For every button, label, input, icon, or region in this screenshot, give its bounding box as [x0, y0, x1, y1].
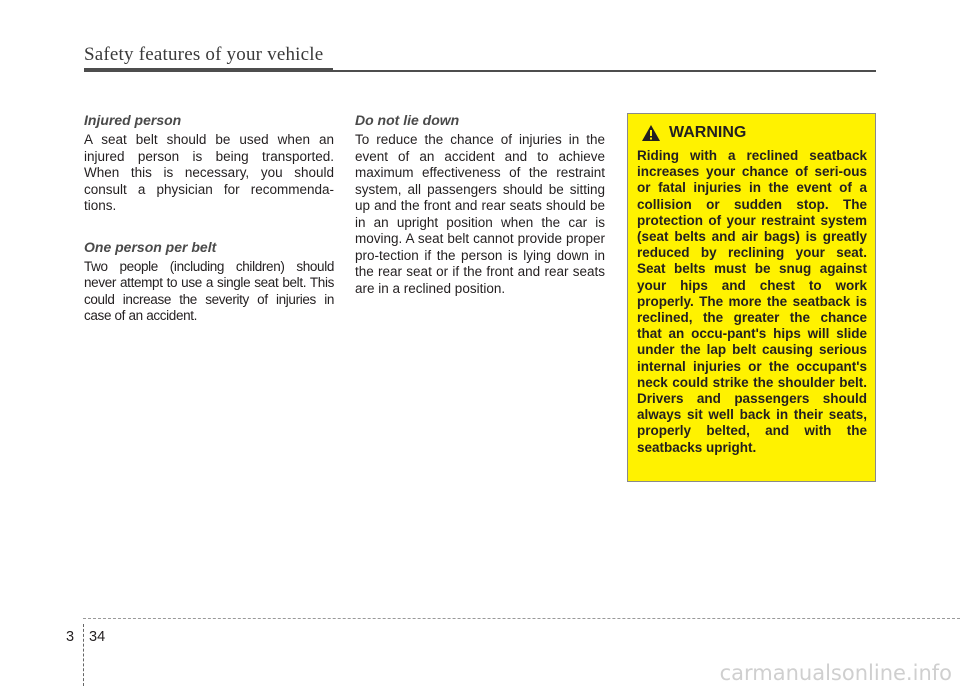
section-heading-one-person-per-belt: One person per belt	[84, 238, 217, 255]
section-body-do-not-lie-down: To reduce the chance of injuries in the event of an accident and to achieve maximum effectiveness of the restraint system, all passengers should be sitting up and the front and rear seats should be in an upright position when the car is moving. A seat belt cannot provide proper pro-tection if the person is lying down in the rear seat or if the front and rear seats are in a reclined position.	[355, 132, 605, 296]
section-heading-injured-person: Injured person	[84, 112, 182, 128]
section-heading-do-not-lie-down: Do not lie down	[355, 112, 460, 128]
warning-header	[641, 124, 867, 142]
middle-column	[355, 112, 605, 321]
warning-triangle-icon	[641, 124, 661, 142]
page-number: 34	[89, 629, 106, 645]
footer-divider	[83, 624, 84, 686]
footer-rule	[83, 618, 960, 619]
chapter-number: 3	[66, 629, 75, 645]
section-body-one-person-per-belt: Two people (including children) should never attempt to use a single seat belt. This could increase the severity of injuries in case of an accident.	[84, 258, 334, 323]
left-column	[84, 112, 334, 349]
header-rule-thick	[84, 68, 333, 72]
warning-box	[627, 113, 876, 482]
page-header-title: Safety features of your vehicle	[84, 44, 324, 65]
watermark-text: carmanualsonline.info	[719, 661, 952, 685]
header-rule-thin	[333, 70, 876, 72]
section-body-injured-person: A seat belt should be used when an injured person is being transported. When this is necessary, you should consult a physician for recommenda-tions.	[84, 132, 334, 213]
warning-text: Riding with a reclined seatback increases your chance of seri-ous or fatal injuries in the event of a collision or sudden stop. The protection of your restraint system (seat belts and air bags) is greatly reduced by reclining your seat. Seat belts must be snug against your hips and chest to work properly. The more the seatback is reclined, the greater the chance that an occu-pant's hips will slide under the lap belt causing serious internal injuries or the occupant's neck could strike the shoulder belt. Drivers and passengers should always sit well back in their seats, properly belted, and with the seatbacks upright.	[637, 148, 867, 455]
warning-title: WARNING	[669, 124, 747, 141]
